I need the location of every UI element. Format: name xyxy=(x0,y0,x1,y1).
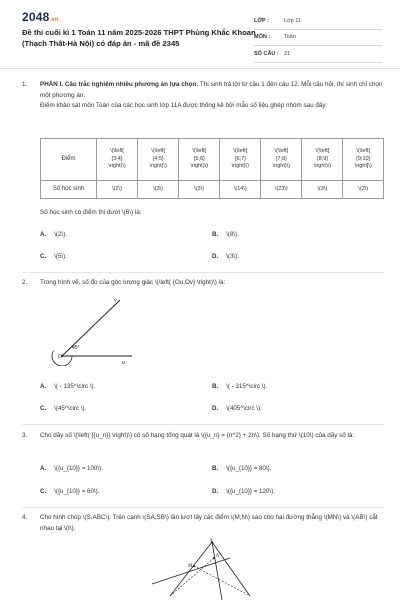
question-divider xyxy=(22,272,384,273)
table-cell-count: \(3\) xyxy=(302,181,343,199)
question-divider xyxy=(22,507,384,508)
label-n: N xyxy=(216,554,220,559)
logo-main-text: 2048 xyxy=(22,10,50,24)
frequency-table xyxy=(40,138,384,199)
option-c[interactable]: C. \(45^\circ \). xyxy=(40,405,87,412)
question-intro xyxy=(40,80,384,101)
edge-sc xyxy=(212,542,222,600)
option-a[interactable]: A. \({u_{10}} = 100\). xyxy=(40,465,103,472)
question-stem: Điểm khảo sát môn Toán của các học sinh lớp 11A được thống kê bởi mẫu số liệu ghép nhóm sau đây: xyxy=(40,102,328,110)
edge-sb xyxy=(212,542,250,596)
table-cell-group: \(\left[ {7;8} \right)\) xyxy=(261,139,302,181)
angle-arc xyxy=(52,351,72,366)
row-header-score: Điểm xyxy=(41,139,97,181)
label-o: O xyxy=(58,354,62,360)
table-row-score xyxy=(41,139,384,181)
question-3 xyxy=(22,431,384,442)
document-meta xyxy=(254,13,382,63)
document-title: Đề thi cuối kì 1 Toán 11 năm 2025-2026 THPT Phùng Khắc Khoan (Thạch Thất-Hà Nội) có đáp án - mã đề 2345 xyxy=(22,28,256,48)
question-number: 4. xyxy=(22,514,28,521)
row-header-count: Số học sinh xyxy=(41,181,97,199)
option-a[interactable]: A. \(2\). xyxy=(40,231,67,238)
question-prompt: Số học sinh có điểm thi dưới \(6\) là: xyxy=(40,209,142,216)
option-b[interactable]: B. \({u_{10}} = 80\). xyxy=(212,465,272,472)
question-number: 2. xyxy=(22,279,28,286)
table-cell-count: \(3\) xyxy=(138,181,179,199)
question-stem: Cho dãy số \(\left( {{u_n}} \right)\) có số hạng tổng quát là \({u_n} = {n^2} + 2n\). Số hạng thứ \(10\) của dãy số là: xyxy=(40,432,355,439)
meta-key: SỐ CÂU : xyxy=(254,50,279,57)
question-4 xyxy=(22,513,384,534)
table-cell-count: \(23\) xyxy=(261,181,302,199)
question-number: 3. xyxy=(22,432,28,439)
question-divider xyxy=(22,424,384,425)
meta-row-class xyxy=(254,13,382,30)
table-cell-count: \(2\) xyxy=(97,181,138,199)
question-stem: Trong hình vẽ, số đo của góc lượng giác \(\left( {Ou,Ov} \right)\) là: xyxy=(40,279,226,286)
question-1 xyxy=(22,80,384,112)
site-logo[interactable] xyxy=(22,10,59,24)
point-m xyxy=(193,565,195,567)
table-cell-group: \(\left[ {6;7} \right)\) xyxy=(220,139,261,181)
label-s: S xyxy=(210,538,213,543)
table-cell-group: \(\left[ {3;4} \right)\) xyxy=(97,139,138,181)
pyramid-figure xyxy=(150,538,260,600)
angle-figure xyxy=(46,294,146,366)
label-m: M xyxy=(188,564,193,569)
option-a[interactable]: A. \( - 135^\circ \). xyxy=(40,383,96,390)
option-d[interactable]: D. \({u_{10}} = 120\). xyxy=(212,488,275,495)
option-b[interactable]: B. \(8\). xyxy=(212,231,239,238)
meta-value: Lớp 11 xyxy=(284,17,301,24)
edge-sa xyxy=(170,542,212,596)
label-v: v xyxy=(114,298,117,304)
table-cell-count: \(14\) xyxy=(220,181,261,199)
meta-key: MÔN : xyxy=(254,34,271,41)
line-mb xyxy=(194,566,250,596)
page-header xyxy=(0,0,400,64)
meta-row-question-count xyxy=(254,46,382,63)
question-stem: Cho hình chóp \(S.ABC\). Trên cạnh \(SA,SB\) lần lượt lấy các điểm \(M,N\) sao cho hai đường thẳng \(MN\) và \(AB\) cắt nhau tại \(I\). xyxy=(40,514,378,532)
table-cell-count: \(3\) xyxy=(179,181,220,199)
table-cell-group: \(\left[ {5;6} \right)\) xyxy=(179,139,220,181)
meta-row-subject xyxy=(254,30,382,47)
question-1-prompt xyxy=(22,208,384,219)
logo-suffix-text: .vn xyxy=(49,17,59,23)
header-divider xyxy=(0,68,400,69)
part-label: PHẦN I. Câu trắc nghiệm nhiều phương án lựa chọn. xyxy=(40,81,199,88)
table-row-count xyxy=(41,181,384,199)
ray-ov xyxy=(62,300,120,356)
label-angle: 45° xyxy=(72,345,80,351)
option-d[interactable]: D. \(405^\circ \). xyxy=(212,405,262,412)
table-cell-group: \(\left[ {9;10} \right]\) xyxy=(343,139,384,181)
option-c[interactable]: C. \(5\). xyxy=(40,253,67,260)
table-cell-group: \(\left[ {4;5} \right)\) xyxy=(138,139,179,181)
question-2 xyxy=(22,278,384,289)
meta-key: LỚP : xyxy=(254,17,269,24)
label-u: u xyxy=(122,360,125,366)
point-n xyxy=(213,557,215,559)
meta-value: Toán xyxy=(284,34,296,41)
option-c[interactable]: C. \({u_{10}} = 60\). xyxy=(40,488,100,495)
table-cell-count: \(2\) xyxy=(343,181,384,199)
option-d[interactable]: D. \(3\). xyxy=(212,253,239,260)
question-number: 1. xyxy=(22,81,28,88)
meta-value: 21 xyxy=(284,50,291,57)
option-b[interactable]: B. \( - 315^\circ \). xyxy=(212,383,268,390)
table-cell-group: \(\left[ {8;9} \right)\) xyxy=(302,139,343,181)
part-instructions: Thí sinh trả lời từ câu 1 đến câu 12. Mỗi câu hỏi, thí sinh chỉ chọn một phương án. xyxy=(40,81,383,99)
